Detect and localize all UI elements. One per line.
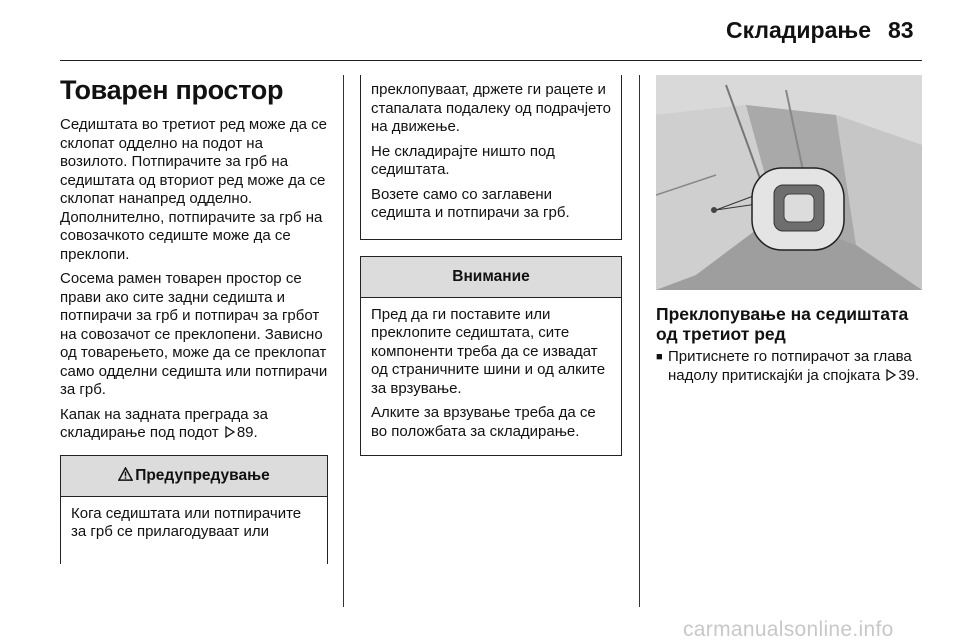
caution-text: Пред да ги поставите или преклопите седиштата, сите компоненти треба да се извадат од страничните шини и од алките за врзување. (371, 305, 606, 397)
warning-box-body (61, 497, 327, 564)
reference-text: Капак на задната преграда за складирање под подот (60, 405, 268, 441)
bullet-icon: ■ (656, 351, 663, 363)
warning-continuation-body (361, 75, 621, 239)
caution-text: Алките за врзување треба да се во положбата за складирање. (371, 404, 596, 440)
page-arrow-icon (225, 426, 235, 438)
warning-box-header (61, 456, 327, 497)
warning-text: Возете само со заглавени седишта и потпирачи за грб. (371, 185, 570, 221)
warning-continuation-box (360, 75, 622, 240)
reference-page-link[interactable]: 89. (236, 424, 258, 441)
column-2 (360, 75, 622, 456)
column-3 (656, 75, 922, 385)
caution-box-body (361, 298, 621, 456)
paragraph: Седиштата во третиот ред може да се склопат одделно на подот на возилото. Потпирачите за грб на седиштата од вториот ред може да се склопат нанапред одделно. Дополнително, потпирачите за грб на совозачкото седиште може да се преклопи. (60, 116, 328, 263)
reference-page-link[interactable]: 39. (898, 366, 920, 384)
header-rule (60, 60, 922, 61)
column-divider-1 (343, 75, 344, 607)
warning-text: преклопуваат, држете ги рацете и стапалата подалеку од подрачјето на движење. (371, 81, 611, 135)
paragraph-reference (60, 406, 328, 443)
warning-box (60, 455, 328, 564)
watermark: carmanualsonline.info (683, 618, 894, 641)
warning-icon (118, 467, 133, 481)
header-title: Складирање (726, 17, 872, 43)
page-arrow-icon (886, 369, 896, 381)
column-divider-2 (639, 75, 640, 607)
rear-seat-release-photo (656, 75, 922, 290)
caution-box-header: Внимание (361, 257, 621, 298)
column-1 (60, 75, 328, 564)
paragraph: Сосема рамен товарен простор се прави ако сите задни седишта и потпирачи за грб и потпирач за грбот на совозачот се преклопени. Зависно од товарењето, може да се преклопат само одделни седишта или потпирачи за грб. (60, 270, 328, 398)
warning-title: Предупредување (135, 466, 270, 484)
instruction-item (656, 348, 922, 385)
warning-text: Кога седиштата или потпирачите за грб се прилагодуваат или (71, 504, 302, 540)
instruction-text: Притиснете го потпирачот за глава надолу притискајќи ја спојката 39. (668, 348, 920, 384)
warning-text: Не складирајте ништо под седиштата. (371, 142, 555, 178)
page-number: 83 (888, 17, 914, 43)
subheading: Преклопување на седиштата од третиот ред (656, 304, 909, 344)
caution-box (360, 256, 622, 457)
section-heading: Товарен простор (60, 75, 284, 105)
